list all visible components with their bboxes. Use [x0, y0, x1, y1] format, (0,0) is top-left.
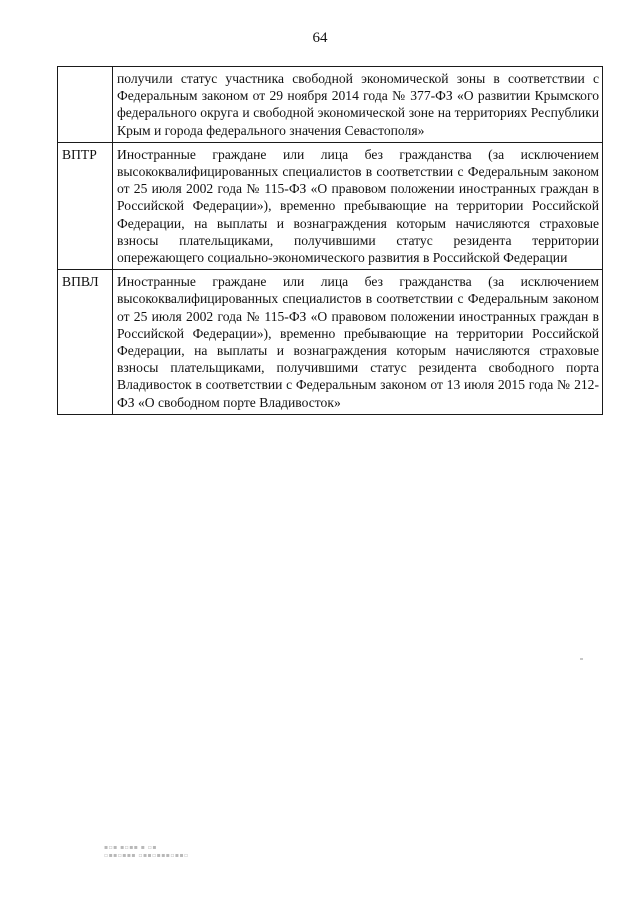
codes-table: [57, 66, 603, 415]
code-cell: ВПВЛ: [58, 270, 113, 415]
description-cell: Иностранные граждане или лица без гражданства (за исключением высококвалифицированных специалистов в соответствии с Федеральным законом от 25 июля 2002 года № 115-ФЗ «О правовом положении иностранных граждан в Российской Федерации»), временно пребывающие на территории Российской Федерации, на выплаты и вознаграждения которым начисляются страховые взносы плательщиками, получившими статус резидента территории опережающего социально-экономического развития в Российской Федерации: [113, 142, 603, 269]
table-row: [58, 142, 603, 269]
faint-footer-stamp: ▪▫▪ ▪▫▪▪ ▪ ▫▪ ▫▪▪▫▪▪▪ ▫▪▪▫▪▪▪▫▪▪▫: [104, 844, 189, 859]
scan-speck: [580, 658, 583, 660]
table-row: [58, 270, 603, 415]
description-cell: получили статус участника свободной экономической зоны в соответствии с Федеральным законом от 29 ноября 2014 года № 377-ФЗ «О развитии Крымского федерального округа и свободной экономической зоне на территориях Республики Крым и города федерального значения Севастополя»: [113, 67, 603, 143]
code-cell: [58, 67, 113, 143]
code-cell: ВПТР: [58, 142, 113, 269]
table-row: [58, 67, 603, 143]
page-number: 64: [312, 30, 328, 46]
description-cell: Иностранные граждане или лица без гражданства (за исключением высококвалифицированных специалистов в соответствии с Федеральным законом от 25 июля 2002 года № 115-ФЗ «О правовом положении иностранных граждан в Российской Федерации»), временно пребывающие на территории Российской Федерации, на выплаты и вознаграждения которым начисляются страховые взносы плательщиками, получившими статус резидента свободного порта Владивосток в соответствии с Федеральным законом от 13 июля 2015 года № 212-ФЗ «О свободном порте Владивосток»: [113, 270, 603, 415]
